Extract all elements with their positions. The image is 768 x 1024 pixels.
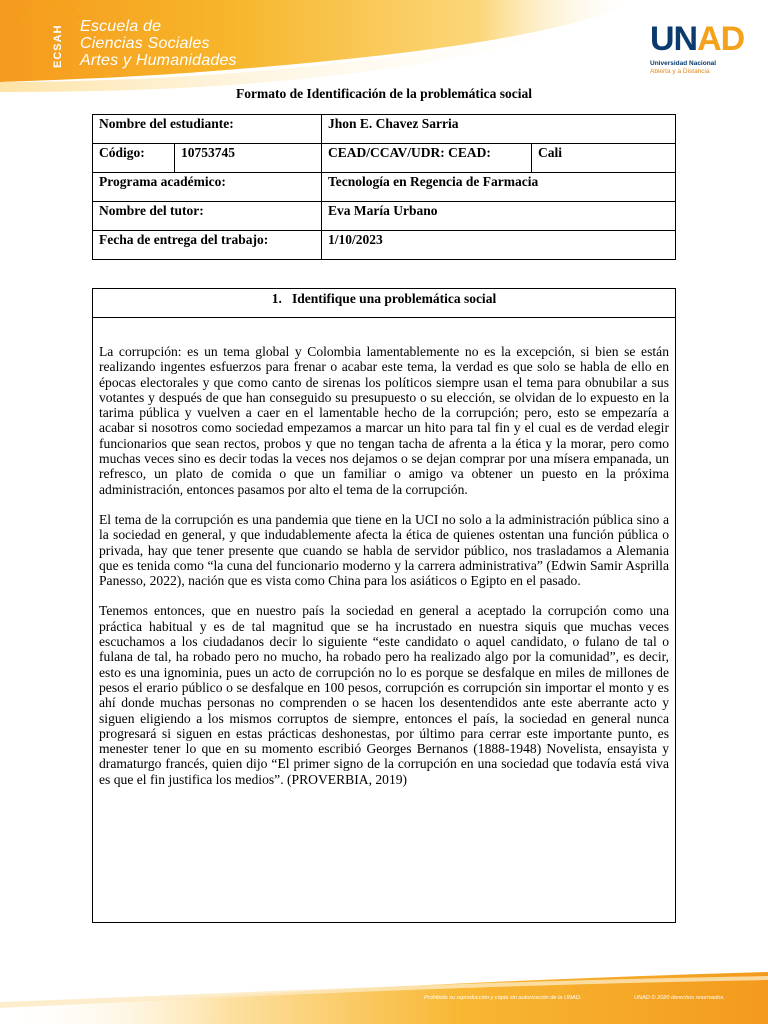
- footer-rights: UNAD © 2020 derechos reservados.: [634, 995, 725, 1001]
- section-heading: 1. Identifique una problemática social: [93, 289, 675, 318]
- table-row: [93, 231, 676, 260]
- code-value: 10753745: [175, 144, 322, 173]
- table-row: [93, 144, 676, 173]
- unad-word-un: UN: [650, 20, 698, 58]
- student-value: Jhon E. Chavez Sarria: [322, 115, 676, 144]
- unad-wordmark: [650, 22, 744, 56]
- paragraph: La corrupción: es un tema global y Colombia lamentablemente no es la excepción, si bien se están realizando ingentes esfuerzos para frenar o acabar este tema, la verdad es que solo se habla de ello en épocas electorales y que como canto de sirenas los políticos siempre usan el tema para obnubilar a sus votantes y después de que han conseguido su presupuesto o su elección, se olvidan de lo expuesto en la tarima pública y vuelven a caer en el lamentable hecho de la corrupción; pero, esto se empezaría a acabar si nosotros como sociedad empezamos a marcar un hito para tal fin y el cual es de verdad elegir funcionarios que sean rectos, probos y que no tengan tacha de afrenta a la ética y la morar, pero como muchas veces sino es decir todas la veces nos dejamos o se dejan comprar por una mísera empanada, un refresco, un plato de comida o que un familiar o amigo va obtener un puesto en la próxima administración, entonces pasamos por alto el tema de la corrupción.: [99, 344, 669, 497]
- table-row: [93, 115, 676, 144]
- tutor-value: Eva María Urbano: [322, 202, 676, 231]
- program-value: Tecnología en Regencia de Farmacia: [322, 173, 676, 202]
- date-label: Fecha de entrega del trabajo:: [93, 231, 322, 260]
- problem-section: [92, 288, 676, 923]
- school-name-line: Escuela de: [80, 18, 162, 35]
- table-row: [93, 173, 676, 202]
- program-label: Programa académico:: [93, 173, 322, 202]
- date-value: 1/10/2023: [322, 231, 676, 260]
- paragraph: El tema de la corrupción es una pandemia que tiene en la UCI no solo a la administración pública sino a la sociedad en general, y que indudablemente afecta la ética de quienes ostentan una función pública o privada, hay que tener presente que cuando se habla de servidor público, nos trasladamos a Alemania que es tenida como “la cuna del funcionario moderno y la carrera administrativa” (Edwin Samir Asprilla Panesso, 2022), nación que es vista como China para los asiáticos o Egipto en el pasado.: [99, 511, 669, 589]
- school-name-line: Ciencias Sociales: [80, 35, 210, 52]
- unad-sunburst-icon: [0, 0, 92, 64]
- tutor-label: Nombre del tutor:: [93, 202, 322, 231]
- unad-subtitle-2: Abierta y a Distancia: [650, 68, 710, 75]
- cead-value: Cali: [532, 144, 676, 173]
- cead-label: CEAD/CCAV/UDR: CEAD:: [322, 144, 532, 173]
- table-row: [93, 202, 676, 231]
- student-label: Nombre del estudiante:: [93, 115, 322, 144]
- school-name-line: Artes y Humanidades: [80, 52, 237, 69]
- ecsah-tag: ECSAH: [52, 24, 64, 68]
- code-label: Código:: [93, 144, 175, 173]
- student-info-table: [92, 114, 676, 260]
- header-banner: [0, 0, 768, 100]
- unad-word-ad: AD: [697, 20, 745, 58]
- page-title: Formato de Identificación de la problemática social: [236, 86, 532, 101]
- footer-copyright-notice: Prohibida su reproducción y copia sin autorización de la UNAD.: [424, 995, 582, 1001]
- school-name: [80, 18, 237, 69]
- section-body: [93, 318, 675, 787]
- paragraph: Tenemos entonces, que en nuestro país la sociedad en general a aceptado la corrupción como una práctica habitual y es de tal magnitud que se ha incrustado en nuestra siquis que muchas veces escuchamos a los ciudadanos decir lo siguiente “este candidato o aquel candidato, o fulano de tal o fulana de tal, ha robado pero no mucho, ha robado pero ha realizado algo por la comunidad”, es decir, esto es una ignominia, pues un acto de corrupción no lo es porque se desfalque en miles de millones de pesos el erario público o se desfalque en 100 pesos, corrupción es corrupción sin importar el monto y es ahí donde muchas personas no comprenden o se hacen los desentendidos ante este aberrante acto y siguen eligiendo a los mismos corruptos de siempre, entonces el país, la sociedad en general nunca progresará si siguen en estas prácticas deshonestas, por último para cerrar este importante punto, es menester tener lo que en su momento escribió Georges Bernanos (1888-1948) Novelista, ensayista y dramaturgo francés, quien dijo “El primer signo de la corrupción en una sociedad que todavía está viva es que el fin justifica los medios”. (PROVERBIA, 2019): [99, 603, 669, 787]
- unad-subtitle: Universidad Nacional: [650, 60, 717, 67]
